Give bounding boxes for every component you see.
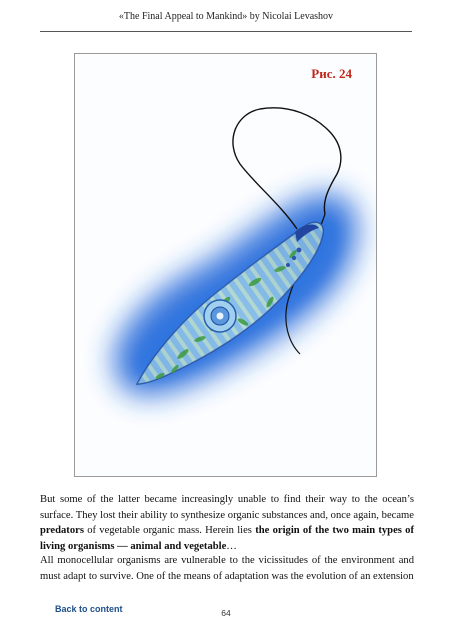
page-number: 64	[221, 608, 231, 618]
paragraph-1-bold-b: the origin of the two main types of living organisms — animal and vegetable	[40, 525, 414, 552]
back-to-content-link[interactable]: Back to content	[55, 604, 123, 614]
paragraph-1-text-c: …	[226, 540, 237, 552]
paragraph-1-bold-a: predators	[40, 525, 84, 536]
running-header: «The Final Appeal to Mankind» by Nicolai Levashov	[118, 11, 334, 22]
paragraph-1-text-a: But some of the latter became increasingly unable to find their way to the ocean’s surface. They lost their ability to synthesize organic substances and, once again, became	[40, 494, 414, 521]
paragraph-2: All monocellular organisms are vulnerable to the vicissitudes of the environment and must adapt to survive. One of the means of adaptation was the evolution of an extension	[40, 555, 414, 582]
figure-illustration	[74, 53, 377, 477]
header-rule	[40, 31, 412, 32]
euglena-drawing	[75, 54, 377, 477]
paragraph-1	[40, 492, 414, 554]
figure-caption: Рис. 24	[311, 66, 352, 81]
nucleus	[204, 300, 236, 332]
paragraph-1-text-b: of vegetable organic mass. Herein lies	[83, 525, 256, 536]
